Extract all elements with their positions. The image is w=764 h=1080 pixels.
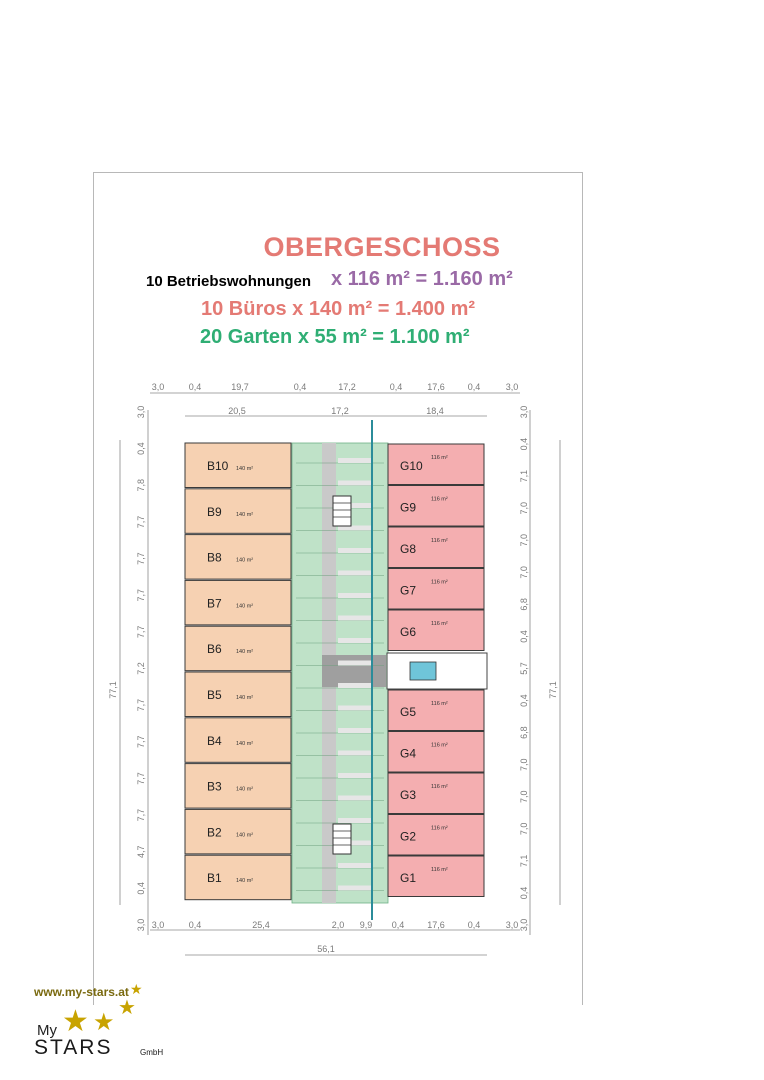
apartment-unit — [388, 527, 484, 568]
dimension-label: 3,0 — [136, 405, 146, 419]
unit-label: B10 — [207, 459, 229, 473]
office-unit — [185, 672, 291, 717]
apartment-unit — [388, 773, 484, 814]
unit-label: G6 — [400, 625, 417, 639]
dimension-label: 2,0 — [331, 920, 345, 930]
dimension-label: 5,7 — [519, 662, 529, 675]
apartment-unit — [388, 486, 484, 527]
unit-label: B3 — [207, 779, 222, 794]
office-unit — [185, 580, 291, 625]
dimension-label: 3,0 — [151, 382, 165, 392]
dimension-label: 4,7 — [136, 845, 146, 858]
dimension-label: 17,6 — [427, 920, 445, 930]
unit-area: 140 m² — [236, 695, 254, 701]
dimension-label: 19,7 — [231, 382, 249, 392]
dimension-label: 7,7 — [136, 735, 146, 749]
unit-label: B5 — [207, 688, 222, 702]
dimension-label: 17,6 — [427, 382, 445, 392]
dimension-label: 0,4 — [389, 382, 403, 392]
unit-label: G8 — [400, 542, 417, 556]
unit-area: 140 m² — [236, 832, 254, 839]
dimension-label: 7,7 — [136, 552, 146, 565]
star-icon: ★ — [130, 981, 143, 997]
unit-area: 116 m² — [431, 742, 448, 749]
dimension-label: 3,0 — [505, 920, 519, 930]
unit-area: 140 m² — [236, 603, 254, 610]
office-unit — [185, 718, 291, 763]
dimension-label: 7,8 — [136, 479, 146, 492]
dimension-label: 3,0 — [519, 405, 529, 419]
star-icon: ★ — [93, 1009, 115, 1036]
unit-label: G10 — [400, 459, 423, 473]
office-unit — [185, 855, 291, 900]
dimension-label: 0,4 — [136, 442, 146, 455]
unit-label: G4 — [400, 746, 417, 761]
dimension-label: 7,7 — [136, 515, 146, 529]
dimension-label: 6,8 — [519, 726, 529, 739]
dimension-label: 7,1 — [519, 854, 529, 868]
dimension-label: 25,4 — [252, 920, 270, 930]
logo-gmbh: GmbH — [140, 1048, 164, 1057]
unit-label: B2 — [207, 825, 222, 840]
dimension-label: 7,0 — [519, 533, 529, 547]
dimension-label: 7,1 — [519, 469, 529, 483]
unit-area: 140 m² — [236, 649, 254, 656]
dimension-total: 56,1 — [317, 944, 335, 954]
stair-south — [333, 824, 351, 854]
page-title: OBERGESCHOSS — [263, 232, 501, 262]
logo-url[interactable]: www.my-stars.at — [34, 985, 129, 999]
unit-label: G5 — [400, 705, 417, 719]
dimension-label: 6,8 — [519, 598, 529, 611]
dimension-label: 3,0 — [151, 920, 165, 930]
apartment-unit — [388, 856, 484, 897]
unit-area: 116 m² — [431, 579, 448, 586]
dimension-label: 0,4 — [467, 920, 481, 930]
unit-area: 140 m² — [236, 740, 254, 747]
dimension-label: 0,4 — [293, 382, 307, 392]
unit-area: 140 m² — [236, 557, 254, 564]
stair-north — [333, 496, 351, 526]
apartment-unit — [388, 690, 484, 731]
unit-label: B6 — [207, 642, 222, 657]
apartment-unit — [388, 569, 484, 610]
dimension-label: 7,7 — [136, 772, 146, 785]
dimension-total: 77,1 — [108, 681, 118, 699]
unit-label: B8 — [207, 550, 222, 565]
office-unit — [185, 443, 291, 488]
dimension-label: 0,4 — [519, 694, 529, 707]
unit-area: 116 m² — [431, 538, 448, 544]
unit-area: 140 m² — [236, 466, 254, 472]
unit-label: G7 — [400, 583, 417, 598]
office-unit — [185, 626, 291, 671]
dimension-label: 3,0 — [136, 918, 146, 932]
dimension-label: 0,4 — [136, 882, 146, 895]
unit-label: B1 — [207, 871, 222, 886]
dimension-label: 7,0 — [519, 790, 529, 804]
dimension-label: 0,4 — [391, 920, 405, 930]
unit-area: 116 m² — [431, 701, 448, 707]
logo-my: My — [37, 1022, 57, 1039]
dimension-label: 17,2 — [331, 406, 349, 416]
unit-area: 116 m² — [431, 496, 448, 503]
gardens-area: 20 Garten x 55 m² = 1.100 m² — [200, 326, 470, 348]
dimension-label: 7,0 — [519, 822, 529, 836]
unit-area: 116 m² — [431, 825, 448, 832]
office-unit — [185, 809, 291, 854]
elevator — [410, 662, 436, 680]
dimension-total: 77,1 — [548, 681, 558, 699]
star-icon: ★ — [118, 997, 136, 1019]
dimension-label: 0,4 — [519, 886, 529, 900]
dimension-label: 0,4 — [467, 382, 481, 392]
unit-area: 116 m² — [431, 867, 448, 873]
dimension-label: 0,4 — [519, 630, 529, 643]
unit-label: B4 — [207, 733, 222, 748]
unit-label: B9 — [207, 504, 222, 519]
apartment-unit — [388, 444, 484, 485]
dimension-label: 3,0 — [519, 918, 529, 932]
unit-area: 140 m² — [236, 786, 254, 793]
dimension-label: 7,7 — [136, 588, 146, 602]
unit-label: G1 — [400, 871, 417, 885]
office-units — [185, 443, 291, 900]
dimension-label: 9,9 — [359, 920, 373, 930]
dimension-label: 3,0 — [505, 382, 519, 392]
dimension-label: 20,5 — [228, 406, 246, 416]
dimension-label: 7,7 — [136, 808, 146, 822]
office-unit — [185, 489, 291, 534]
right-core — [387, 653, 487, 689]
office-unit — [185, 764, 291, 809]
unit-label: G3 — [400, 788, 417, 802]
offices-area: 10 Büros x 140 m² = 1.400 m² — [201, 298, 476, 320]
unit-area: 116 m² — [431, 621, 448, 627]
unit-area: 140 m² — [236, 878, 254, 885]
apartments-label: 10 Betriebswohnungen — [146, 273, 312, 290]
apartment-unit — [388, 815, 484, 856]
logo-stars: STARS — [34, 1036, 113, 1059]
unit-label: B7 — [207, 596, 222, 611]
dimension-label: 0,4 — [188, 920, 202, 930]
dimension-label: 7,7 — [136, 698, 146, 712]
dimension-label: 18,4 — [426, 406, 444, 416]
dimension-label: 7,0 — [519, 566, 529, 579]
office-unit — [185, 535, 291, 580]
unit-area: 116 m² — [431, 455, 448, 461]
apartment-unit — [388, 732, 484, 773]
apartment-unit — [388, 610, 484, 651]
dimension-label: 0,4 — [188, 382, 202, 392]
dimension-label: 7,0 — [519, 758, 529, 771]
apartments-area: x 116 m² = 1.160 m² — [331, 268, 513, 290]
dimension-label: 7,7 — [136, 625, 146, 639]
dimension-label: 7,0 — [519, 501, 529, 515]
dimension-label: 7,2 — [136, 662, 146, 675]
unit-label: G2 — [400, 829, 417, 844]
dimension-label: 0,4 — [519, 437, 529, 451]
central-core — [322, 655, 386, 687]
unit-area: 140 m² — [236, 511, 254, 518]
star-icon: ★ — [62, 1005, 89, 1038]
unit-area: 116 m² — [431, 784, 448, 790]
unit-label: G9 — [400, 500, 417, 515]
dimension-label: 17,2 — [338, 382, 356, 392]
